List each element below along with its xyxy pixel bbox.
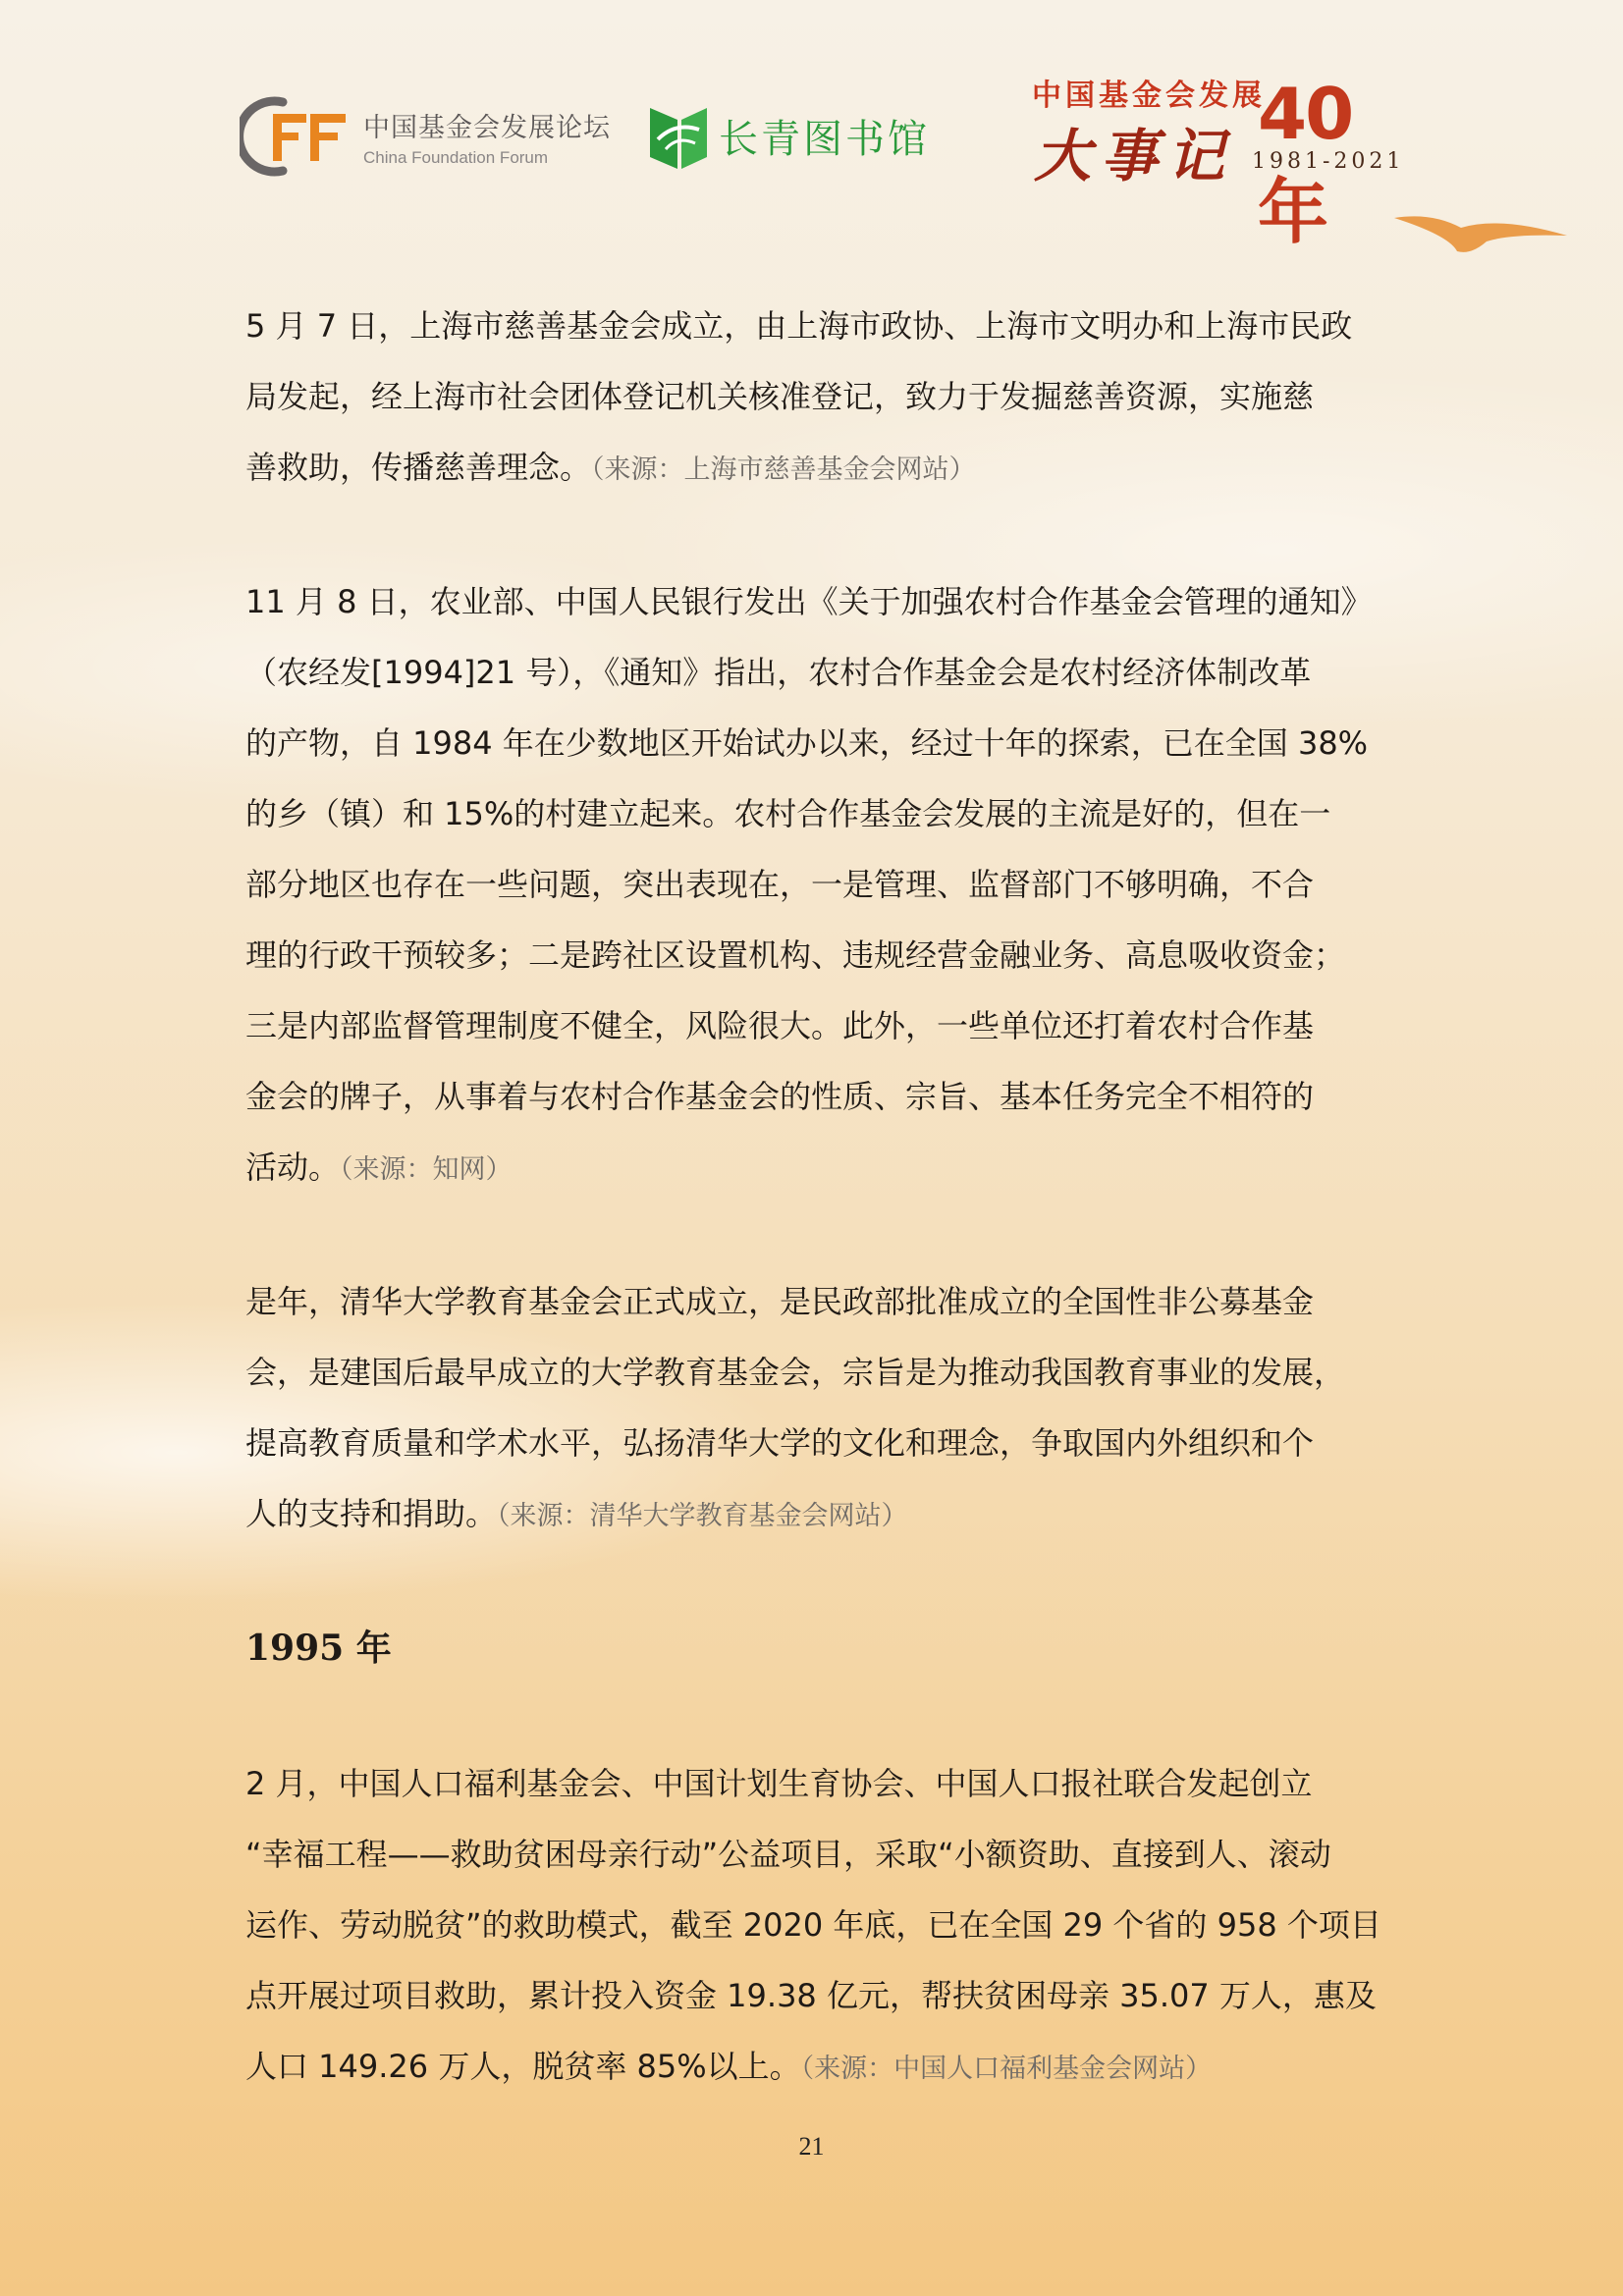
text-line: 点开展过项目救助，累计投入资金 19.38 亿元，帮扶贫困母亲 35.07 万人，惠及 (245, 1977, 1377, 2014)
text-line (245, 432, 1380, 506)
text-line: 2 月，中国人口福利基金会、中国计划生育协会、中国人口报社联合发起创立 (245, 1765, 1313, 1802)
source-note: （来源：清华大学教育基金会网站） (497, 1501, 908, 1531)
page-number: 21 (798, 2132, 825, 2161)
anniversary-big-text: 40年 (1258, 73, 1353, 253)
text-line: 提高教育质量和学术水平，弘扬清华大学的文化和理念，争取国内外组织和个 (245, 1424, 1315, 1462)
cff-logo-cn: 中国基金会发展论坛 (363, 112, 611, 143)
cff-logo-mark-icon (240, 94, 355, 179)
page-content (245, 291, 1380, 2105)
text-line: 局发起，经上海市社会团体登记机关核准登记，致力于发掘慈善资源，实施慈 (245, 378, 1315, 415)
page-header (0, 0, 1623, 253)
leaf-book-icon (648, 100, 709, 171)
source-note: （来源：上海市慈善基金会网站） (591, 454, 976, 485)
text-line-body: 人口 149.26 万人，脱贫率 85%以上。 (245, 2048, 801, 2085)
text-line (245, 2031, 1380, 2105)
paragraph-happiness-project (245, 1748, 1380, 2105)
text-line: 5 月 7 日，上海市慈善基金会成立，由上海市政协、上海市文明办和上海市民政 (245, 307, 1353, 345)
text-line: 会，是建国后最早成立的大学教育基金会，宗旨是为推动我国教育事业的发展， (245, 1354, 1346, 1391)
paragraph-shanghai-charity (245, 291, 1380, 506)
anniversary-logo (1026, 71, 1419, 253)
text-line: 金会的牌子，从事着与农村合作基金会的性质、宗旨、基本任务完全不相符的 (245, 1078, 1315, 1115)
anniversary-years: 1981-2021 (1252, 149, 1405, 174)
library-logo-text: 长青图书馆 (719, 116, 930, 162)
text-line: 理的行政干预较多；二是跨社区设置机构、违规经营金融业务、高息吸收资金； (245, 936, 1346, 974)
text-line: 是年，清华大学教育基金会正式成立，是民政部批准成立的全国性非公募基金 (245, 1283, 1315, 1320)
text-line: “幸福工程——救助贫困母亲行动”公益项目，采取“小额资助、直接到人、滚动 (245, 1836, 1331, 1873)
text-line-body: 善救助，传播慈善理念。 (245, 449, 592, 486)
paragraph-rural-fund-notice (245, 566, 1380, 1205)
text-line: 的乡（镇）和 15%的村建立起来。农村合作基金会发展的主流是好的，但在一 (245, 795, 1331, 832)
text-line (245, 1478, 1380, 1552)
source-note: （来源：知网） (340, 1154, 513, 1185)
anniversary-top-text: 中国基金会发展 (1032, 79, 1266, 113)
cff-logo (240, 94, 611, 179)
text-line: 的产物，自 1984 年在少数地区开始试办以来，经过十年的探索，已在全国 38% (245, 724, 1369, 762)
text-line: 部分地区也存在一些问题，突出表现在，一是管理、监督部门不够明确，不合 (245, 866, 1315, 903)
text-line: 运作、劳动脱贫”的救助模式，截至 2020 年底，已在全国 29 个省的 958 个项目 (245, 1906, 1381, 1944)
year-heading: 1995 年 (245, 1628, 392, 1669)
text-line (245, 1132, 1380, 1205)
paragraph-tsinghua-foundation (245, 1266, 1380, 1552)
bird-icon (1392, 206, 1569, 269)
source-note: （来源：中国人口福利基金会网站） (800, 2054, 1213, 2084)
text-line: 11 月 8 日，农业部、中国人民银行发出《关于加强农村合作基金会管理的通知》 (245, 583, 1373, 620)
cff-logo-en: China Foundation Forum (363, 147, 549, 167)
text-line-body: 活动。 (245, 1148, 341, 1186)
text-line-body: 人的支持和捐助。 (245, 1495, 498, 1532)
library-logo (648, 100, 930, 171)
text-line: （农经发[1994]21 号），《通知》指出，农村合作基金会是农村经济体制改革 (245, 654, 1312, 691)
text-line: 三是内部监督管理制度不健全，风险很大。此外，一些单位还打着农村合作基 (245, 1007, 1315, 1044)
anniversary-main-text: 大事记 (1034, 123, 1235, 189)
